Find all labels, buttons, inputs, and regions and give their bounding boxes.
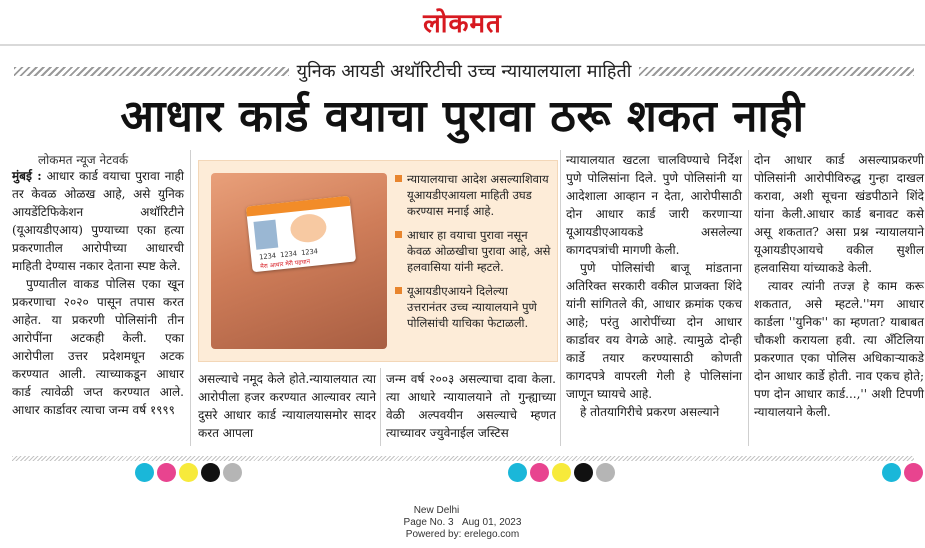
highlight-box <box>198 160 558 362</box>
black-mark-icon <box>574 463 593 482</box>
aadhaar-card <box>246 196 356 273</box>
card-emblem-icon <box>289 212 328 244</box>
headline: आधार कार्ड वयाचा पुरावा ठरू शकत नाही <box>120 91 805 142</box>
cyan-mark-icon <box>882 463 901 482</box>
article-column-5 <box>754 151 924 421</box>
yellow-mark-icon <box>179 463 198 482</box>
article-column-4 <box>566 151 742 421</box>
card-face-icon <box>253 220 278 250</box>
paragraph: न्यायालयात खटला चालविण्याचे निर्देश पुणे पोलिसांना दिले. पुणे पोलिसांनी या आदेशाला आव्हान न देता, आरोपीसाठी दोन आधार कार्ड जारी करणाऱ्या यूआयडीएआयकडे असलेल्या कागदपत्रांची मागणी केली. <box>566 153 742 257</box>
article-column-3 <box>386 370 556 442</box>
magenta-mark-icon <box>904 463 923 482</box>
paragraph: असल्याचे नमूद केले होते.न्यायालयात त्या आरोपीला हजर करण्यात आल्यावर त्याने दुसरे आधार कार्ड न्यायालयासमोर सादर करत आपला <box>198 372 376 440</box>
column-divider <box>560 150 561 446</box>
paragraph-text: आधार कार्ड वयाचा पुरावा नाही तर केवळ ओळख आहे, असे युनिक आयडेंटिफिकेशन अथॉरिटीने (यूआयडीएआय) पुण्याच्या एका हत्या प्रकरणातील आरोपीच्या आधारची माहिती देण्यास नकार देताना स्पष्ट केले. <box>12 169 184 273</box>
column-divider <box>748 150 749 446</box>
page-footer <box>0 505 925 541</box>
paragraph: जन्म वर्ष २००३ असल्याचा दावा केला. त्या आधारे न्यायालयाने तो गुन्ह्याच्या वेळी अल्पवयीन असल्याचे म्हणत त्याच्यावर ज्युवेनाईल जस्टिस <box>386 372 556 440</box>
footer-page: Page No. 3 <box>403 517 454 528</box>
gray-mark-icon <box>223 463 242 482</box>
paragraph <box>12 167 184 275</box>
highlights-list <box>395 171 551 339</box>
color-registration-marks <box>882 463 923 482</box>
paragraph: त्यावर त्यांनी तज्ज्ञ हे काम करू शकतात, असे म्हटले.''मग आधार कार्डला ''युनिक'' का म्हणता? याबाबत चौकशी करायला हवी. त्या अँटिलिया प्रकरणात एका पोलिस अधिकाऱ्याकडे दोन आधार कार्डे होती. नाव एकच होते; पण दोन आधार कार्ड...,'' अशी टिपणी न्यायालयाने केली. <box>754 279 924 419</box>
card-caption: मेरा आधार मेरी पहचान <box>259 258 311 271</box>
paragraph: पुण्यातील वाकड पोलिस एका खून प्रकरणाचा २०२० पासून तपास करत आहेत. या प्रकरणी पोलिसांनी तीन आरोपींना अटकही केली. एका आरोपीला उत्तर प्रदेशमधून अटक करण्यात आली. त्याच्याकडून आधार कार्ड त्यावेळी जप्त करण्यात आले. आधार कार्डावर त्याचा जन्म वर्ष १९९९ <box>12 277 184 417</box>
paragraph: पुणे पोलिसांची बाजू मांडताना अतिरिक्त सरकारी वकील प्राजक्ता शिंदे यांनी सांगितले की, आधार क्रमांक एकच आहे; परंतु आरोपींच्या दोन आधार कार्डावर वय वेगळे आहे. त्यामुळे दोन्ही कार्डे तयार करण्यासाठी कोणती कागदपत्रे वापरली गेली हे पोलिसांना जाणून घ्यायचे आहे. <box>566 261 742 401</box>
kicker-row <box>14 60 914 82</box>
black-mark-icon <box>201 463 220 482</box>
paragraph: हे तोतयागिरीचे प्रकरण असल्याने <box>580 405 720 419</box>
magenta-mark-icon <box>157 463 176 482</box>
footer-date: Aug 01, 2023 <box>461 517 522 528</box>
bottom-hatch-rule <box>12 456 914 461</box>
yellow-mark-icon <box>552 463 571 482</box>
highlight-item: न्यायालयाचा आदेश असल्याशिवाय यूआयडीएआयला माहिती उघड करण्यास मनाई आहे. <box>395 171 551 219</box>
article-column-2 <box>198 370 376 442</box>
highlight-item: यूआयडीएआयने दिलेल्या उत्तरानंतर उच्च न्यायालयाने पुणे पोलिसांची याचिका फेटाळली. <box>395 283 551 331</box>
magenta-mark-icon <box>530 463 549 482</box>
cyan-mark-icon <box>135 463 154 482</box>
kicker-hatch-left <box>14 67 289 76</box>
article-column-1 <box>12 167 184 419</box>
newspaper-logo: लोकमत <box>423 9 502 39</box>
color-registration-marks <box>135 463 242 482</box>
dateline: मुंबई : <box>12 169 42 183</box>
footer-city: New Delhi <box>413 505 460 516</box>
gray-mark-icon <box>596 463 615 482</box>
masthead-divider <box>0 44 925 46</box>
column-divider <box>380 368 381 446</box>
footer-powered[interactable]: Powered by: erelego.com <box>405 529 520 540</box>
byline: लोकमत न्यूज नेटवर्क <box>38 153 129 167</box>
paragraph: दोन आधार कार्ड असल्याप्रकरणी पोलिसांनी आरोपीविरुद्ध गुन्हा दाखल करावा, अशी सूचना खंडपीठाने शिंदे यांना केली.आधार कार्ड बनावट कसे असू शकतात? असा प्रश्न न्यायालयाने यूआयडीएआयचे वकील सुशील हलवासिया यांच्याकडे केली. <box>754 153 924 275</box>
aadhaar-card-photo <box>211 173 387 349</box>
kicker-hatch-right <box>639 67 914 76</box>
color-registration-marks <box>508 463 615 482</box>
highlight-item: आधार हा वयाचा पुरावा नसून केवळ ओळखीचा पुरावा आहे, असे हलवासिया यांनी म्हटले. <box>395 227 551 275</box>
column-divider <box>190 150 191 446</box>
card-number: 1234 1234 1234 <box>258 247 319 262</box>
masthead <box>0 0 925 44</box>
cyan-mark-icon <box>508 463 527 482</box>
card-band <box>246 196 350 217</box>
kicker: युनिक आयडी अथॉरिटीची उच्च न्यायालयाला माहिती <box>296 61 632 82</box>
